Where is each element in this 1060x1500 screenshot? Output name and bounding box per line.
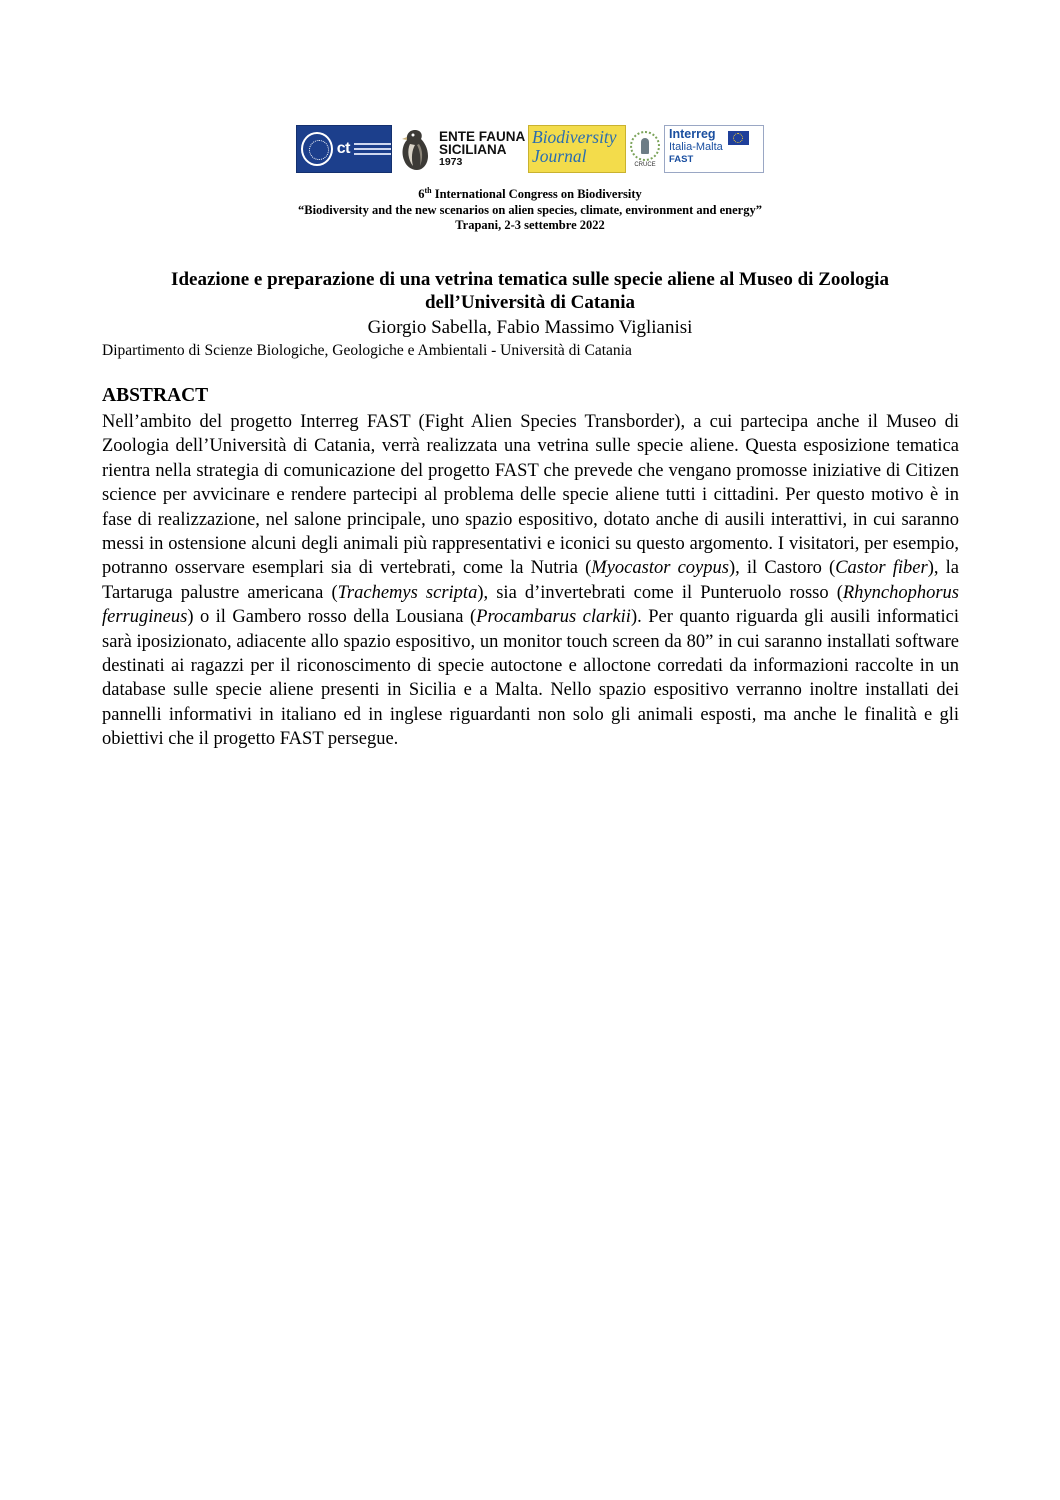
vulture-icon [395, 126, 435, 172]
efs-name-line1: ENTE FAUNA [439, 128, 526, 144]
congress-edition-suffix: th [424, 185, 432, 195]
congress-header [0, 187, 1060, 234]
species-name: Rhynchophorus ferrugineus [102, 582, 959, 628]
paper-title [60, 268, 1000, 314]
species-name: Trachemys scripta [337, 582, 478, 603]
paper-affiliation: Dipartimento di Scienze Biologiche, Geologiche e Ambientali - Università di Catania [102, 342, 632, 359]
abstract-text-3: ), la Tartaruga palustre americana ( [102, 558, 959, 603]
cruce-logo [628, 125, 662, 173]
interreg-italia-malta-logo [664, 125, 764, 173]
paper-authors: Giorgio Sabella, Fabio Massimo Viglianisi [367, 317, 693, 338]
ct-monogram: ct [336, 140, 350, 157]
abstract-text-6: ). Per quanto riguarda gli ausili informatici sarà iposizionato, adiacente allo spazio espositivo, un monitor touch screen da 80” in cui saranno installati software destinati ai ragazzi per il riconoscimento di specie autoctone e alloctone corredati da informazioni raccolte in un database sulle specie aliene presenti in Sicilia e a Malta. Nello spazio espositivo verranno inoltre installati dei pannelli informativi in italiano ed in inglese riguardanti non solo gli animali esposti, ma anche le finalità e gli obiettivi che il progetto FAST persegue. [102, 607, 960, 750]
species-name: Procambarus clarkii [476, 607, 631, 628]
interreg-name: Interreg [669, 127, 716, 141]
abstract-text-4: ), sia d’invertebrati come il Punteruolo rosso ( [477, 582, 843, 603]
efs-year: 1973 [439, 155, 463, 168]
congress-title: International Congress on Biodiversity [431, 187, 642, 201]
abstract-text-2: ), il Castoro ( [728, 558, 836, 579]
paper-title-line2: dell’Università di Catania [424, 292, 636, 313]
abstract-text-1: Nell’ambito del progetto Interreg FAST (Fight Alien Species Transborder), a cui partecipa anche il Museo di Zoologia dell’Università di Catania, verrà realizzata una vetrina sulle specie aliene. Questa esposizione tematica rientra nella strategia di comunicazione del progetto FAST che prevede che vengano promosse iniziative di Citizen science per avvicinare e rendere partecipi al problema delle specie aliene tutti i cittadini. Per questo motivo è in fase di realizzazione, nel salone principale, uno spazio espositivo, dotato anche di ausili interattivi, in cui saranno messi in ostensione alcuni degli animali più rappresentativi e iconici su questo argomento. I visitatori, per esempio, potranno osservare esemplari sia di vertebrati, come la Nutria ( [102, 412, 959, 579]
university-seal-icon [301, 132, 333, 166]
congress-place-date: Trapani, 2-3 settembre 2022 [455, 218, 605, 232]
eu-flag-icon [728, 131, 749, 145]
biodiversity-journal-logo [528, 125, 626, 173]
interreg-program: Italia-Malta [669, 141, 723, 153]
congress-theme: “Biodiversity and the new scenarios on alien species, climate, environment and energy” [298, 202, 762, 217]
interreg-project: FAST [669, 154, 694, 165]
ente-fauna-siciliana-logo [394, 125, 526, 173]
congress-edition: 6 [418, 187, 425, 201]
bj-title-line2: Journal [532, 146, 587, 166]
abstract-heading: ABSTRACT [102, 385, 209, 406]
abstract-body [102, 410, 959, 752]
cruce-emblem-icon [630, 131, 660, 161]
department-name-lines [354, 140, 391, 158]
congress-name [0, 187, 1060, 203]
university-catania-logo [296, 125, 392, 173]
abstract-text-5: ) o il Gambero rosso della Lousiana ( [187, 607, 477, 628]
efs-name-line2: SICILIANA [439, 141, 507, 157]
paper-title-line1: Ideazione e preparazione di una vetrina tematica sulle specie aliene al Museo di Zoologia [171, 269, 889, 290]
bj-title-line1: Biodiversity [532, 127, 617, 147]
sponsor-logo-banner [296, 125, 766, 173]
species-name: Myocastor coypus [591, 558, 729, 579]
species-name: Castor fiber [835, 558, 928, 579]
cruce-label: CRUCE [634, 161, 656, 168]
